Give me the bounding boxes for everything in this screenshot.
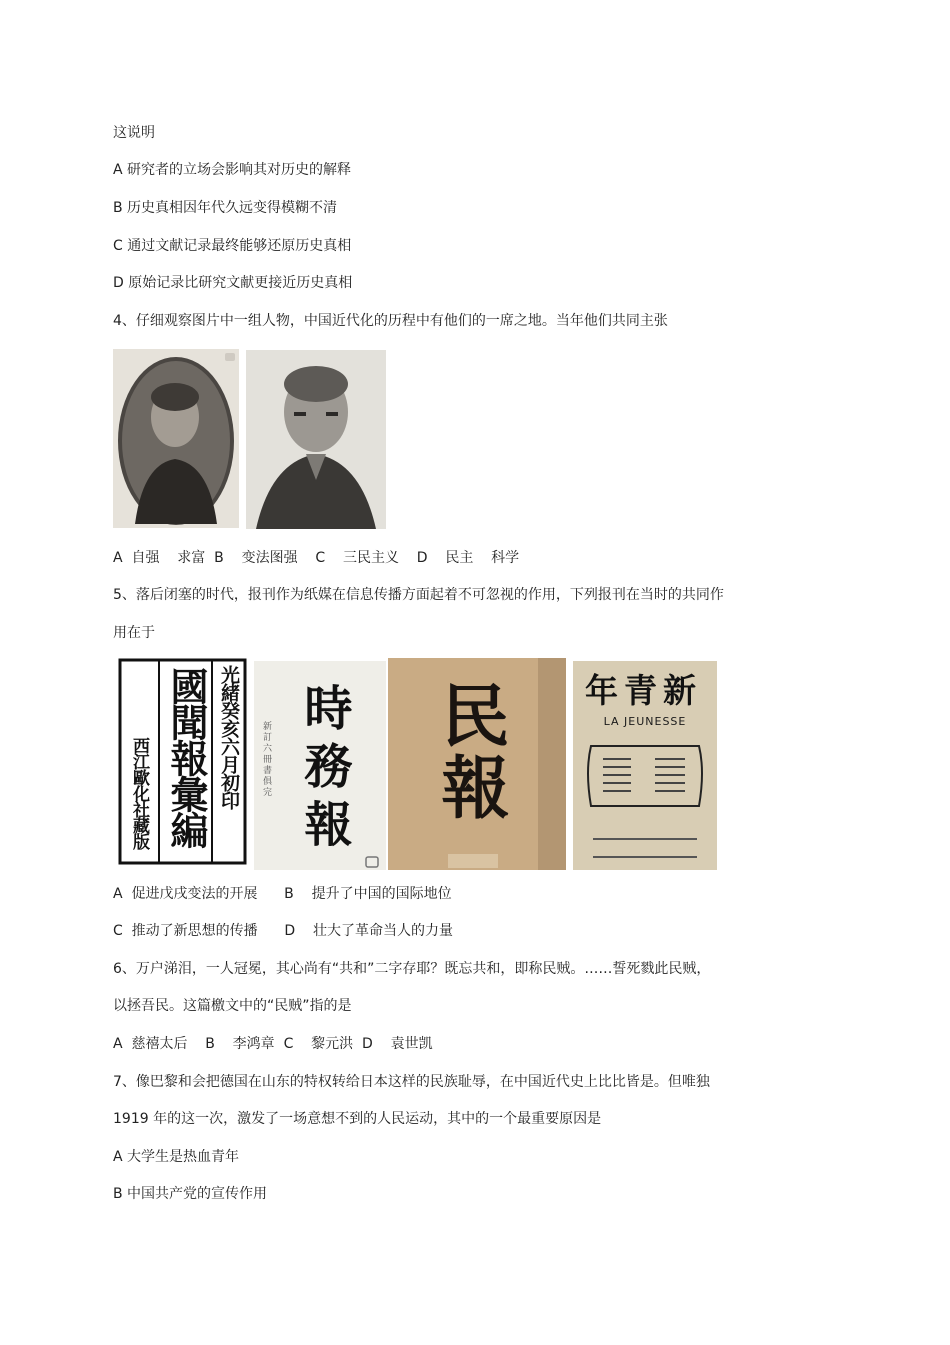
portrait-photo-1 — [113, 349, 239, 528]
question-5-options-2: C 推动了新思想的传播 D 壮大了革命当人的力量 — [113, 923, 453, 939]
newspaper-minbao — [388, 658, 566, 870]
minbao-title: 民報 — [430, 680, 510, 824]
question-7-option-a: A 大学生是热血青年 — [113, 1149, 240, 1165]
question-6-line-1: 6、万户涕泪，一人冠冕，其心尚有“共和”二字存耶？既忘共和，即称民贼。……誓死戮此民贼， — [113, 961, 711, 977]
portrait-photo-2 — [246, 350, 386, 529]
option-d: D 原始记录比研究文献更接近历史真相 — [113, 275, 353, 291]
shiwubao-side-note: 新訂六冊書俱完 — [261, 721, 271, 798]
guowenbao-date: 光緒癸亥六月初印 — [218, 665, 240, 809]
option-c: C 通过文献记录最终能够还原历史真相 — [113, 238, 352, 254]
question-5-options-1: A 促进戊戌变法的开展 B 提升了中国的国际地位 — [113, 886, 452, 902]
guowenbao-title: 國聞報彙編 — [164, 667, 209, 847]
question-4: 4、仔细观察图片中一组人物，中国近代化的历程中有他们的一席之地。当年他们共同主张 — [113, 313, 668, 329]
guowenbao-publisher: 西江歐化社藏版 — [129, 737, 149, 849]
shiwubao-title: 時務報 — [296, 683, 352, 857]
xinqingnian-subtitle: LA JEUNESSE — [603, 715, 687, 728]
question-7-line-1: 7、像巴黎和会把德国在山东的特权转给日本这样的民族耻辱，在中国近代史上比比皆是。但唯独 — [113, 1074, 710, 1090]
newspaper-shiwubao — [254, 661, 386, 870]
text-line-conclusion: 这说明 — [113, 125, 155, 141]
question-7-option-b: B 中国共产党的宣传作用 — [113, 1186, 268, 1202]
question-6-line-2: 以拯吾民。这篇檄文中的“民贼”指的是 — [113, 998, 352, 1014]
option-b: B 历史真相因年代久远变得模糊不清 — [113, 200, 338, 216]
option-a: A 研究者的立场会影响其对历史的解释 — [113, 162, 352, 178]
question-6-options: A 慈禧太后 B 李鸿章 C 黎元洪 D 袁世凯 — [113, 1036, 433, 1052]
magazine-xinqingnian — [573, 661, 717, 870]
question-7-line-2: 1919 年的这一次，激发了一场意想不到的人民运动，其中的一个最重要原因是 — [113, 1111, 602, 1127]
newspaper-guowenbao — [117, 657, 248, 870]
question-4-options: A 自强 求富 B 变法图强 C 三民主义 D 民主 科学 — [113, 550, 520, 566]
xinqingnian-title: 新青年 — [585, 671, 702, 710]
question-5-line-1: 5、落后闭塞的时代，报刊作为纸媒在信息传播方面起着不可忽视的作用，下列报刊在当时的共同作 — [113, 587, 724, 603]
question-5-line-2: 用在于 — [113, 625, 155, 641]
